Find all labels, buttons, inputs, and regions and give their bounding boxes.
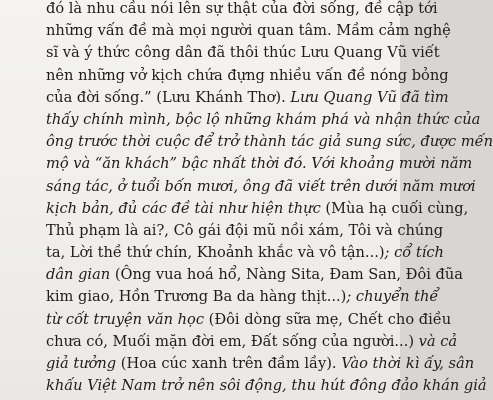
text-line: mộ và “ăn khách” bậc nhất thời đó. Với khoảng mười năm (46, 155, 473, 173)
text-line: Thủ phạm là ai?, Cô gái đội mũ nồi xám, Tôi và chúng (46, 221, 444, 239)
text-line: những vấn đề mà mọi người quan tâm. Mầm cảm nghệ (46, 22, 451, 40)
text-line: từ cốt truyện văn học (Đôi dòng sữa mẹ, Chết cho điều (46, 310, 452, 328)
text-line: ông trước thời cuộc để trở thành tác giả sung sức, được mến (46, 133, 493, 151)
text-line: chưa có, Muối mặn đời em, Đất sống của người...) và cả (46, 332, 458, 350)
text-line: nên những vở kịch chứa đựng nhiều vấn đề nóng bỏng (46, 66, 449, 84)
text-line: ta, Lời thề thứ chín, Khoảnh khắc và vô tận...); cổ tích (46, 244, 444, 262)
text-line: khấu Việt Nam trở nên sôi động, thu hút đông đảo khán giả (46, 377, 487, 395)
text-line: kịch bản, đủ các đề tài như hiện thực (Mùa hạ cuối cùng, (46, 199, 469, 217)
text-line: kim giao, Hồn Trương Ba da hàng thịt...); chuyển thể (46, 288, 439, 306)
text-line: của đời sống.” (Lưu Khánh Thơ). Lưu Quang Vũ đã tìm (46, 88, 449, 106)
text-line: đó là nhu cầu nói lên sự thật của đời sống, đề cập tới (46, 0, 438, 17)
text-line: sáng tác, ở tuổi bốn mươi, ông đã viết trên dưới năm mươi (46, 177, 476, 195)
body-text (46, 0, 493, 397)
text-line: thấy chính mình, bộc lộ những khám phá và nhận thức của (46, 110, 481, 128)
text-line: giả tưởng (Hoa cúc xanh trên đầm lầy). Vào thời kì ấy, sân (46, 355, 475, 372)
text-line: sĩ và ý thức công dân đã thôi thúc Lưu Quang Vũ viết (46, 44, 440, 62)
text-line: dân gian (Ông vua hoá hổ, Nàng Sita, Đam San, Đôi đũa (46, 266, 463, 284)
